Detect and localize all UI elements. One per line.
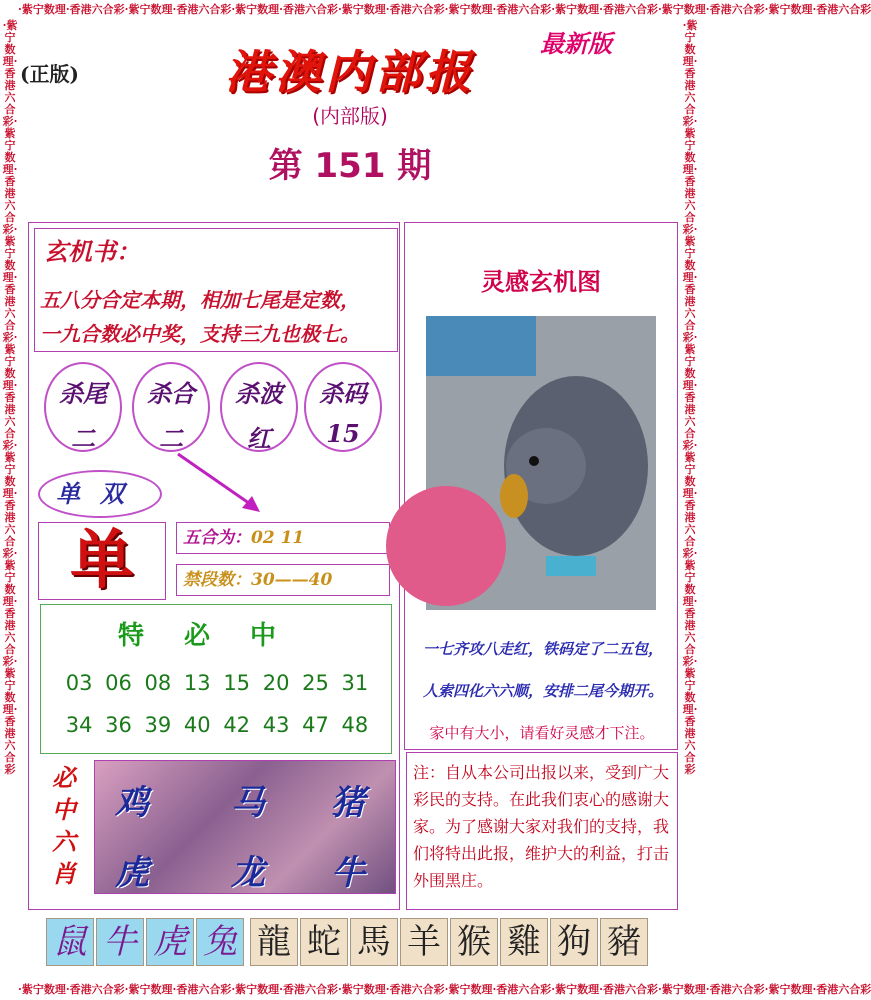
zodiac-horse: 馬 [350,918,398,966]
poem-title: 玄机书： [44,237,140,266]
oval-value: 红 [247,424,271,453]
issue-number: 第 151 期 [268,146,432,186]
oval-value: 二 [71,424,95,453]
zodiac-image-grid [94,760,396,894]
forbidden-range-label: 禁段数： [183,570,251,590]
special-numbers-row-2: 34 36 39 40 42 43 47 48 [65,713,369,737]
zodiac-tiger: 虎 [146,918,194,966]
left-border-text: ·紫宁数理·香港六合彩·紫宁数理·香港六合彩·紫宁数理·香港六合彩·紫宁数理·香港六合彩·紫宁数理·香港六合彩·紫宁数理·香港六合彩·紫宁数理·香港六合彩 [2,19,18,776]
arrow-icon [170,448,270,520]
caution-text: 家中有大小，请看好灵感才下注。 [429,724,655,742]
odd-even-oval: 单双 [38,470,162,518]
special-numbers-box [40,604,392,754]
special-title: 特必中 [117,621,316,651]
side-char: 六 [52,827,76,856]
zodiac-monkey: 猴 [450,918,498,966]
forbidden-range-value: 30——40 [251,570,333,590]
five-combo-value: 02 11 [251,528,305,548]
zodiac-dragon: 龍 [250,918,298,966]
zodiac-rabbit: 兔 [196,918,244,966]
edition-label: (正版) [20,62,79,86]
kill-color-oval [220,362,298,452]
riddle-line-1: 一七齐攻八走红，铁码定了二五包， [422,640,663,658]
newest-edition-label: 最新版 [540,29,612,58]
note-box [406,752,678,910]
oval-value: 15 [326,419,360,448]
five-combo-label: 五合为： [183,528,251,548]
zodiac-pig: 猪 [331,783,365,823]
kill-combo-oval [132,362,210,452]
zodiac-rat: 鼠 [46,918,94,966]
riddle-line-2: 人索四化六六顺，安排二尾今期开。 [422,682,663,700]
zodiac-goat: 羊 [400,918,448,966]
zodiac-tiger: 虎 [115,853,149,893]
six-zodiac-label [44,762,84,890]
oval-label: 杀波 [235,379,283,408]
poem-line-1: 五八分合定本期，相加七尾是定数， [40,288,360,312]
kill-number-oval [304,362,382,452]
hamster-image [426,316,656,610]
zodiac-ox: 牛 [96,918,144,966]
note-text: 注：自从本公司出报以来，受到广大彩民的支持。在此我们衷心的感谢大家。为了感谢大家对我们的支持，我们将特出此报，维护大的利益，打击外围黑庄。 [413,763,670,890]
top-border-text: ·紫宁数理·香港六合彩·紫宁数理·香港六合彩·紫宁数理·香港六合彩·紫宁数理·香港六合彩·紫宁数理·香港六合彩·紫宁数理·香港六合彩·紫宁数理·香港六合彩·紫宁数理·香港六合彩 [18,3,871,16]
right-border-text: ·紫宁数理·香港六合彩·紫宁数理·香港六合彩·紫宁数理·香港六合彩·紫宁数理·香港六合彩·紫宁数理·香港六合彩·紫宁数理·香港六合彩·紫宁数理·香港六合彩 [682,19,698,776]
oval-value: 二 [159,424,183,453]
zodiac-rooster: 鸡 [115,783,149,823]
kill-tail-oval [44,362,122,452]
side-char: 中 [52,795,76,824]
forbidden-range-box [176,564,390,596]
big-odd-char: 单 [38,522,166,600]
side-char: 必 [52,763,76,792]
hamster-photo [426,316,656,610]
zodiac-pig: 豬 [600,918,648,966]
special-numbers-row-1: 03 06 08 13 15 20 25 31 [65,671,369,695]
page-subtitle: (内部版) [312,104,388,128]
oval-label: 杀合 [147,379,195,408]
zodiac-horse: 马 [231,783,265,823]
zodiac-snake: 蛇 [300,918,348,966]
bottom-border-text: ·紫宁数理·香港六合彩·紫宁数理·香港六合彩·紫宁数理·香港六合彩·紫宁数理·香港六合彩·紫宁数理·香港六合彩·紫宁数理·香港六合彩·紫宁数理·香港六合彩·紫宁数理·香港六合彩 [18,983,871,996]
zodiac-row [46,918,654,968]
oval-label: 杀尾 [59,379,107,408]
zodiac-dragon: 龙 [231,853,265,893]
zodiac-ox: 牛 [331,853,365,893]
oval-label: 杀码 [319,379,367,408]
five-combo-box [176,522,390,554]
inspiration-title: 灵感玄机图 [481,267,601,296]
page-title: 港澳内部报 [225,45,475,99]
zodiac-rooster: 雞 [500,918,548,966]
zodiac-dog: 狗 [550,918,598,966]
poem-line-2: 一九合数必中奖，支持三九也极七。 [40,322,360,346]
side-char: 肖 [52,859,76,888]
